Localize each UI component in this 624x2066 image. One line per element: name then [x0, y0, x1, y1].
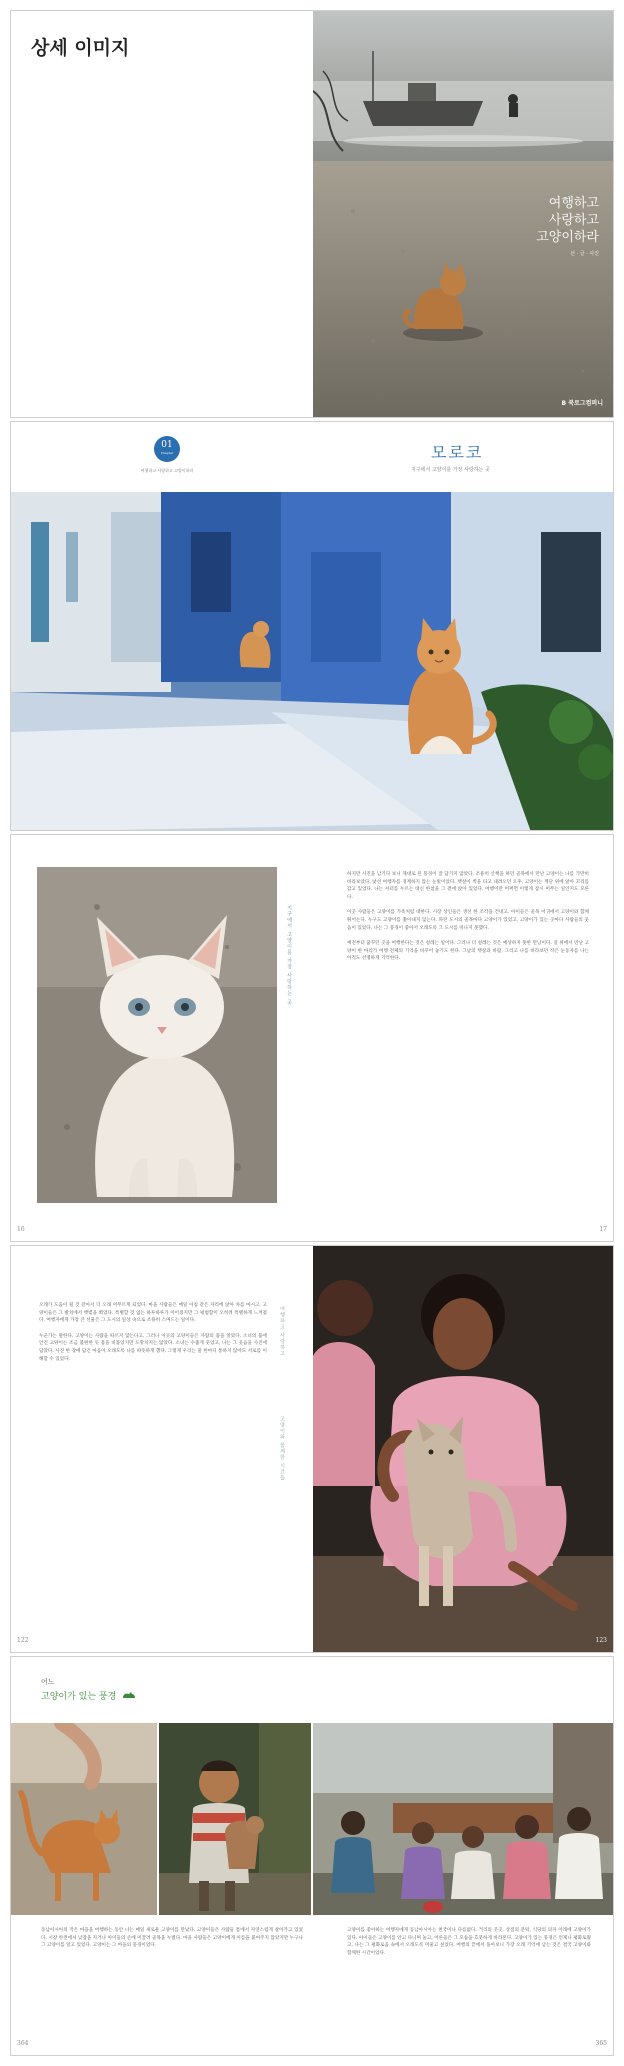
right-body-text	[347, 1927, 591, 1957]
body-text	[347, 871, 589, 963]
cover-photo	[313, 11, 614, 418]
market-people-illustration	[313, 1723, 614, 1915]
blue-alley-cat-illustration	[11, 492, 614, 831]
body-text	[39, 1302, 267, 1363]
paragraph: 이곳 사람들은 고양이를 가족처럼 대한다. 시장 상인들은 생선 한 조각을 건네고, 아이들은 골목 어귀에서 고양이와 함께 뛰어논다. 누구도 고양이를 쫓아내지 않는다. 파란 도시의 골목마다 고양이가 있었고, 고양이가 있는 곳마다 사람들의 웃음이 있었다. 나는 그 풍경이 좋아서 오래도록 그 도시를 떠나지 못했다.	[347, 910, 589, 931]
page-number-left: 16	[17, 1226, 25, 1233]
cover-title-line: 고양이하라	[536, 230, 599, 245]
cover-title-line: 여행하고	[548, 196, 599, 211]
kitten-photo	[37, 867, 277, 1203]
chapter-subtitle: 지구에서 고양이를 가장 사랑하는 곳	[411, 467, 490, 473]
girl-cat-spread	[10, 1245, 614, 1653]
page-title: 상세 이미지	[31, 37, 130, 59]
page-number-left: 364	[17, 2040, 29, 2047]
cover-title-line: 사랑하고	[548, 213, 599, 228]
cover-book-title	[536, 195, 599, 259]
girl-cat-photo	[313, 1246, 614, 1653]
paragraph: 동남아시아의 작은 마을을 여행하는 동안 나는 매일 새로운 고양이를 만났다. 고양이들은 사람들 틈에서 자연스럽게 살아가고 있었다. 시장 한켠에서 낮잠을 자거나 아이들의 손에 이끌려 골목을 누볐다. 마을 사람들은 고양이에게 이름을 붙여주지 않았지만 누구나 그 고양이를 알고 있었다. 고양이는 그 마을의 풍경이었다.	[41, 1928, 303, 1949]
photo-market-women	[313, 1723, 614, 1915]
publisher-logo: B 북로그컴퍼니	[561, 400, 603, 407]
page-number-right: 365	[595, 2040, 607, 2047]
section-title-text: 고양이가 있는 풍경	[41, 1692, 117, 1702]
chapter-circle	[154, 436, 180, 462]
page-number-right: 123	[595, 1637, 607, 1644]
landscape-spread	[10, 1656, 614, 2056]
chapter-caption: 여행하고 사랑하고 고양이하라	[140, 468, 194, 473]
cover-author: 선 · 글 · 사진	[570, 251, 599, 257]
chapter-badge	[111, 436, 401, 474]
side-caption: 지구에서 고양이를 가장 사랑하는 곳	[286, 905, 292, 1006]
chapter-title: 모로코	[431, 443, 484, 462]
orange-cat-illustration	[11, 1723, 157, 1915]
morocco-spread	[10, 421, 614, 831]
photo-boy-with-cat	[159, 1723, 311, 1915]
white-kitten-illustration	[37, 867, 277, 1203]
boy-holding-cat-illustration	[159, 1723, 311, 1915]
page-number-right: 17	[599, 1226, 607, 1233]
paragraph: 오래가 도움이 될 것 같아서 더 오래 머무르게 되었다. 마을 사람들은 매일 아침 같은 자리에 앉아 차를 마시고, 고양이들은 그 발치에서 햇볕을 쬐었다. 특별할 것 없는 하루하루가 이어졌지만 그 평범함이 오히려 특별하게 느껴졌다. 여행자에게 가장 큰 선물은 그 도시의 일상 속으로 조용히 스며드는 일이다.	[39, 1303, 267, 1324]
girl-holding-cat-illustration	[313, 1246, 614, 1653]
morocco-photo	[11, 492, 614, 831]
section-label-small: 어느	[41, 1678, 55, 1686]
paragraph: 누군가는 말한다. 고양이는 사람을 따르지 않는다고. 그러나 이곳의 고양이들은 사람의 품을 알았다. 소녀의 품에 안긴 고양이는 조금 불편한 듯 몸을 비틀었지만 도망치지는 않았다. 소녀는 수줍게 웃었고, 나는 그 웃음을 사진에 담았다. 사진 한 장에 담긴 마음이 오래도록 나를 따뜻하게 했다. 그렇게 우리는 말 한마디 통하지 않아도 서로를 이해할 수 있었다.	[39, 1333, 267, 1362]
page-number-left: 122	[17, 1637, 29, 1644]
paragraph: 예전부터 꿈꾸던 곳을 여행한다는 것은 설레는 일이다. 그러나 더 설레는 것은 예상하지 못한 만남이다. 길 위에서 만난 고양이 한 마리가 여행 전체의 기억을 바꾸어 놓기도 한다. 그날의 햇살과 바람, 그리고 나를 바라보던 작은 눈동자를 나는 아직도 선명하게 기억한다.	[347, 941, 589, 962]
chapter-label: Chapter	[160, 451, 174, 455]
section-label-title	[41, 1689, 136, 1702]
photo-orange-cat	[11, 1723, 157, 1915]
chapter-number: 01	[161, 440, 173, 450]
cat-silhouette-icon	[122, 1691, 136, 1702]
side-caption: 여행하고 사랑하고	[279, 1306, 285, 1357]
left-body-text	[41, 1927, 303, 1950]
cover-spread	[10, 10, 614, 418]
side-caption: 고양이와 함께한 시간들	[279, 1416, 285, 1482]
paragraph: 하지만 사진을 남기다 보니 제대로 된 풍경이 잘 담기지 않았다. 조용히 산책을 하던 골목에서 만난 고양이는 나를 가만히 바라보았다. 낯선 여행자를 경계하지 않는 눈빛이었다. 햇살이 벽을 타고 내려오던 오후, 고양이는 계단 위에 앉아 꼬리를 감고 있었다. 나는 셔터를 누르는 대신 한참을 그 곁에 앉아 있었다. 여행이란 어쩌면 이렇게 잠시 머무는 일인지도 모른다.	[347, 872, 589, 900]
paragraph: 고양이를 좋아하는 여행자에게 동남아시아는 천국이나 다름없다. 거리의 곳곳, 상점의 문턱, 식당의 의자 아래에 고양이가 있다. 아이들은 고양이를 안고 다니며 놀고, 어른들은 그 모습을 흐뭇하게 바라본다. 고양이가 있는 풍경은 언제나 평화로웠고, 나는 그 평화로움 속에서 오래도록 머물고 싶었다. 여행의 끝에서 돌아보니 가장 오래 기억에 남는 것은 결국 고양이와 함께한 시간이었다.	[347, 1928, 591, 1956]
kitten-spread	[10, 834, 614, 1242]
